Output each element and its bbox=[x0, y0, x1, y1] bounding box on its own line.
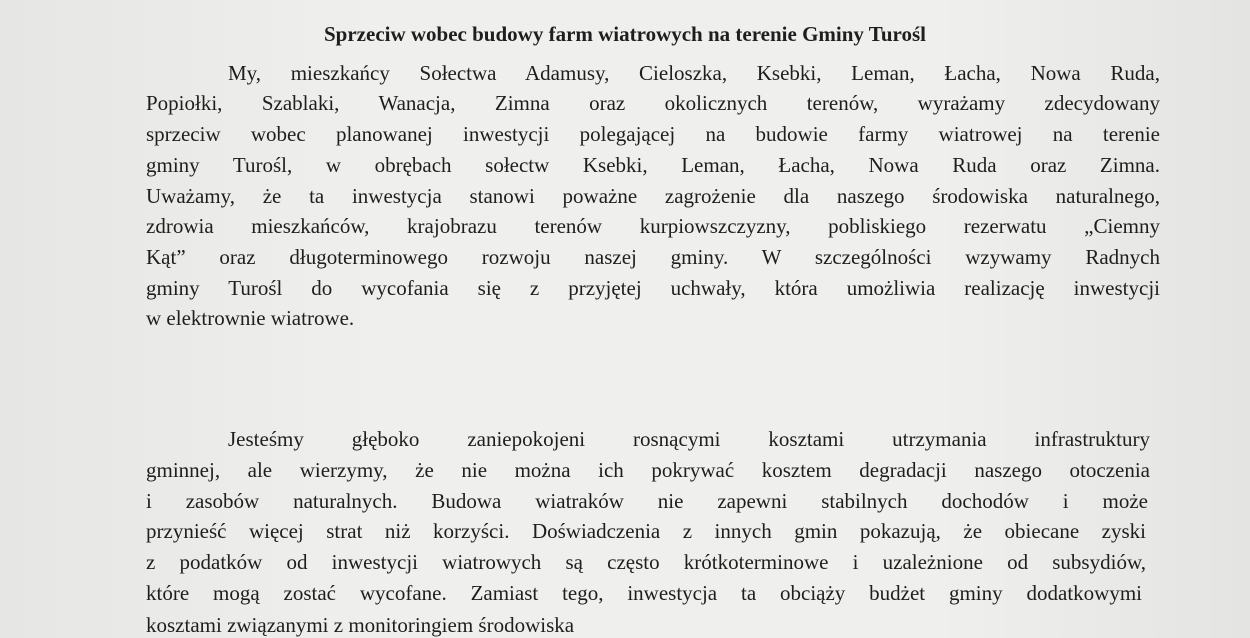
text-line: z podatków od inwestycji wiatrowych są często krótkoterminowe i uzależnione od subsydiów, bbox=[146, 550, 1146, 574]
text-line: gminy Turośl do wycofania się z przyjętej uchwały, która umożliwia realizację inwestycji bbox=[146, 276, 1160, 300]
text-line: zdrowia mieszkańców, krajobrazu terenów kurpiowszczyzny, pobliskiego rezerwatu „Ciemny bbox=[146, 214, 1160, 238]
text-line: w elektrownie wiatrowe. bbox=[146, 306, 355, 330]
document-title: Sprzeciw wobec budowy farm wiatrowych na terenie Gminy Turośl bbox=[324, 22, 926, 46]
text-line: Uważamy, że ta inwestycja stanowi poważne zagrożenie dla naszego środowiska naturalnego, bbox=[146, 184, 1160, 208]
text-line: przynieść więcej strat niż korzyści. Doświadczenia z innych gmin pokazują, że obiecane zyski bbox=[146, 519, 1146, 543]
text-line: kosztami związanymi z monitoringiem środowiska bbox=[146, 613, 575, 637]
text-line: sprzeciw wobec planowanej inwestycji polegającej na budowie farmy wiatrowej na terenie bbox=[146, 122, 1160, 146]
text-line: i zasobów naturalnych. Budowa wiatraków nie zapewni stabilnych dochodów i może bbox=[146, 489, 1148, 513]
text-line: Jesteśmy głęboko zaniepokojeni rosnącymi kosztami utrzymania infrastruktury bbox=[228, 427, 1150, 451]
text-line: które mogą zostać wycofane. Zamiast tego, inwestycja ta obciąży budżet gminy dodatkowymi bbox=[146, 581, 1142, 605]
text-line: gminnej, ale wierzymy, że nie można ich pokrywać kosztem degradacji naszego otoczenia bbox=[146, 458, 1150, 482]
text-line: Popiołki, Szablaki, Wanacja, Zimna oraz okolicznych terenów, wyrażamy zdecydowany bbox=[146, 91, 1160, 115]
text-line: Kąt” oraz długoterminowego rozwoju naszej gminy. W szczególności wzywamy Radnych bbox=[146, 245, 1160, 269]
text-line: gminy Turośl, w obrębach sołectw Ksebki, Leman, Łacha, Nowa Ruda oraz Zimna. bbox=[146, 153, 1160, 177]
text-line: My, mieszkańcy Sołectwa Adamusy, Cieloszka, Ksebki, Leman, Łacha, Nowa Ruda, bbox=[228, 61, 1160, 85]
